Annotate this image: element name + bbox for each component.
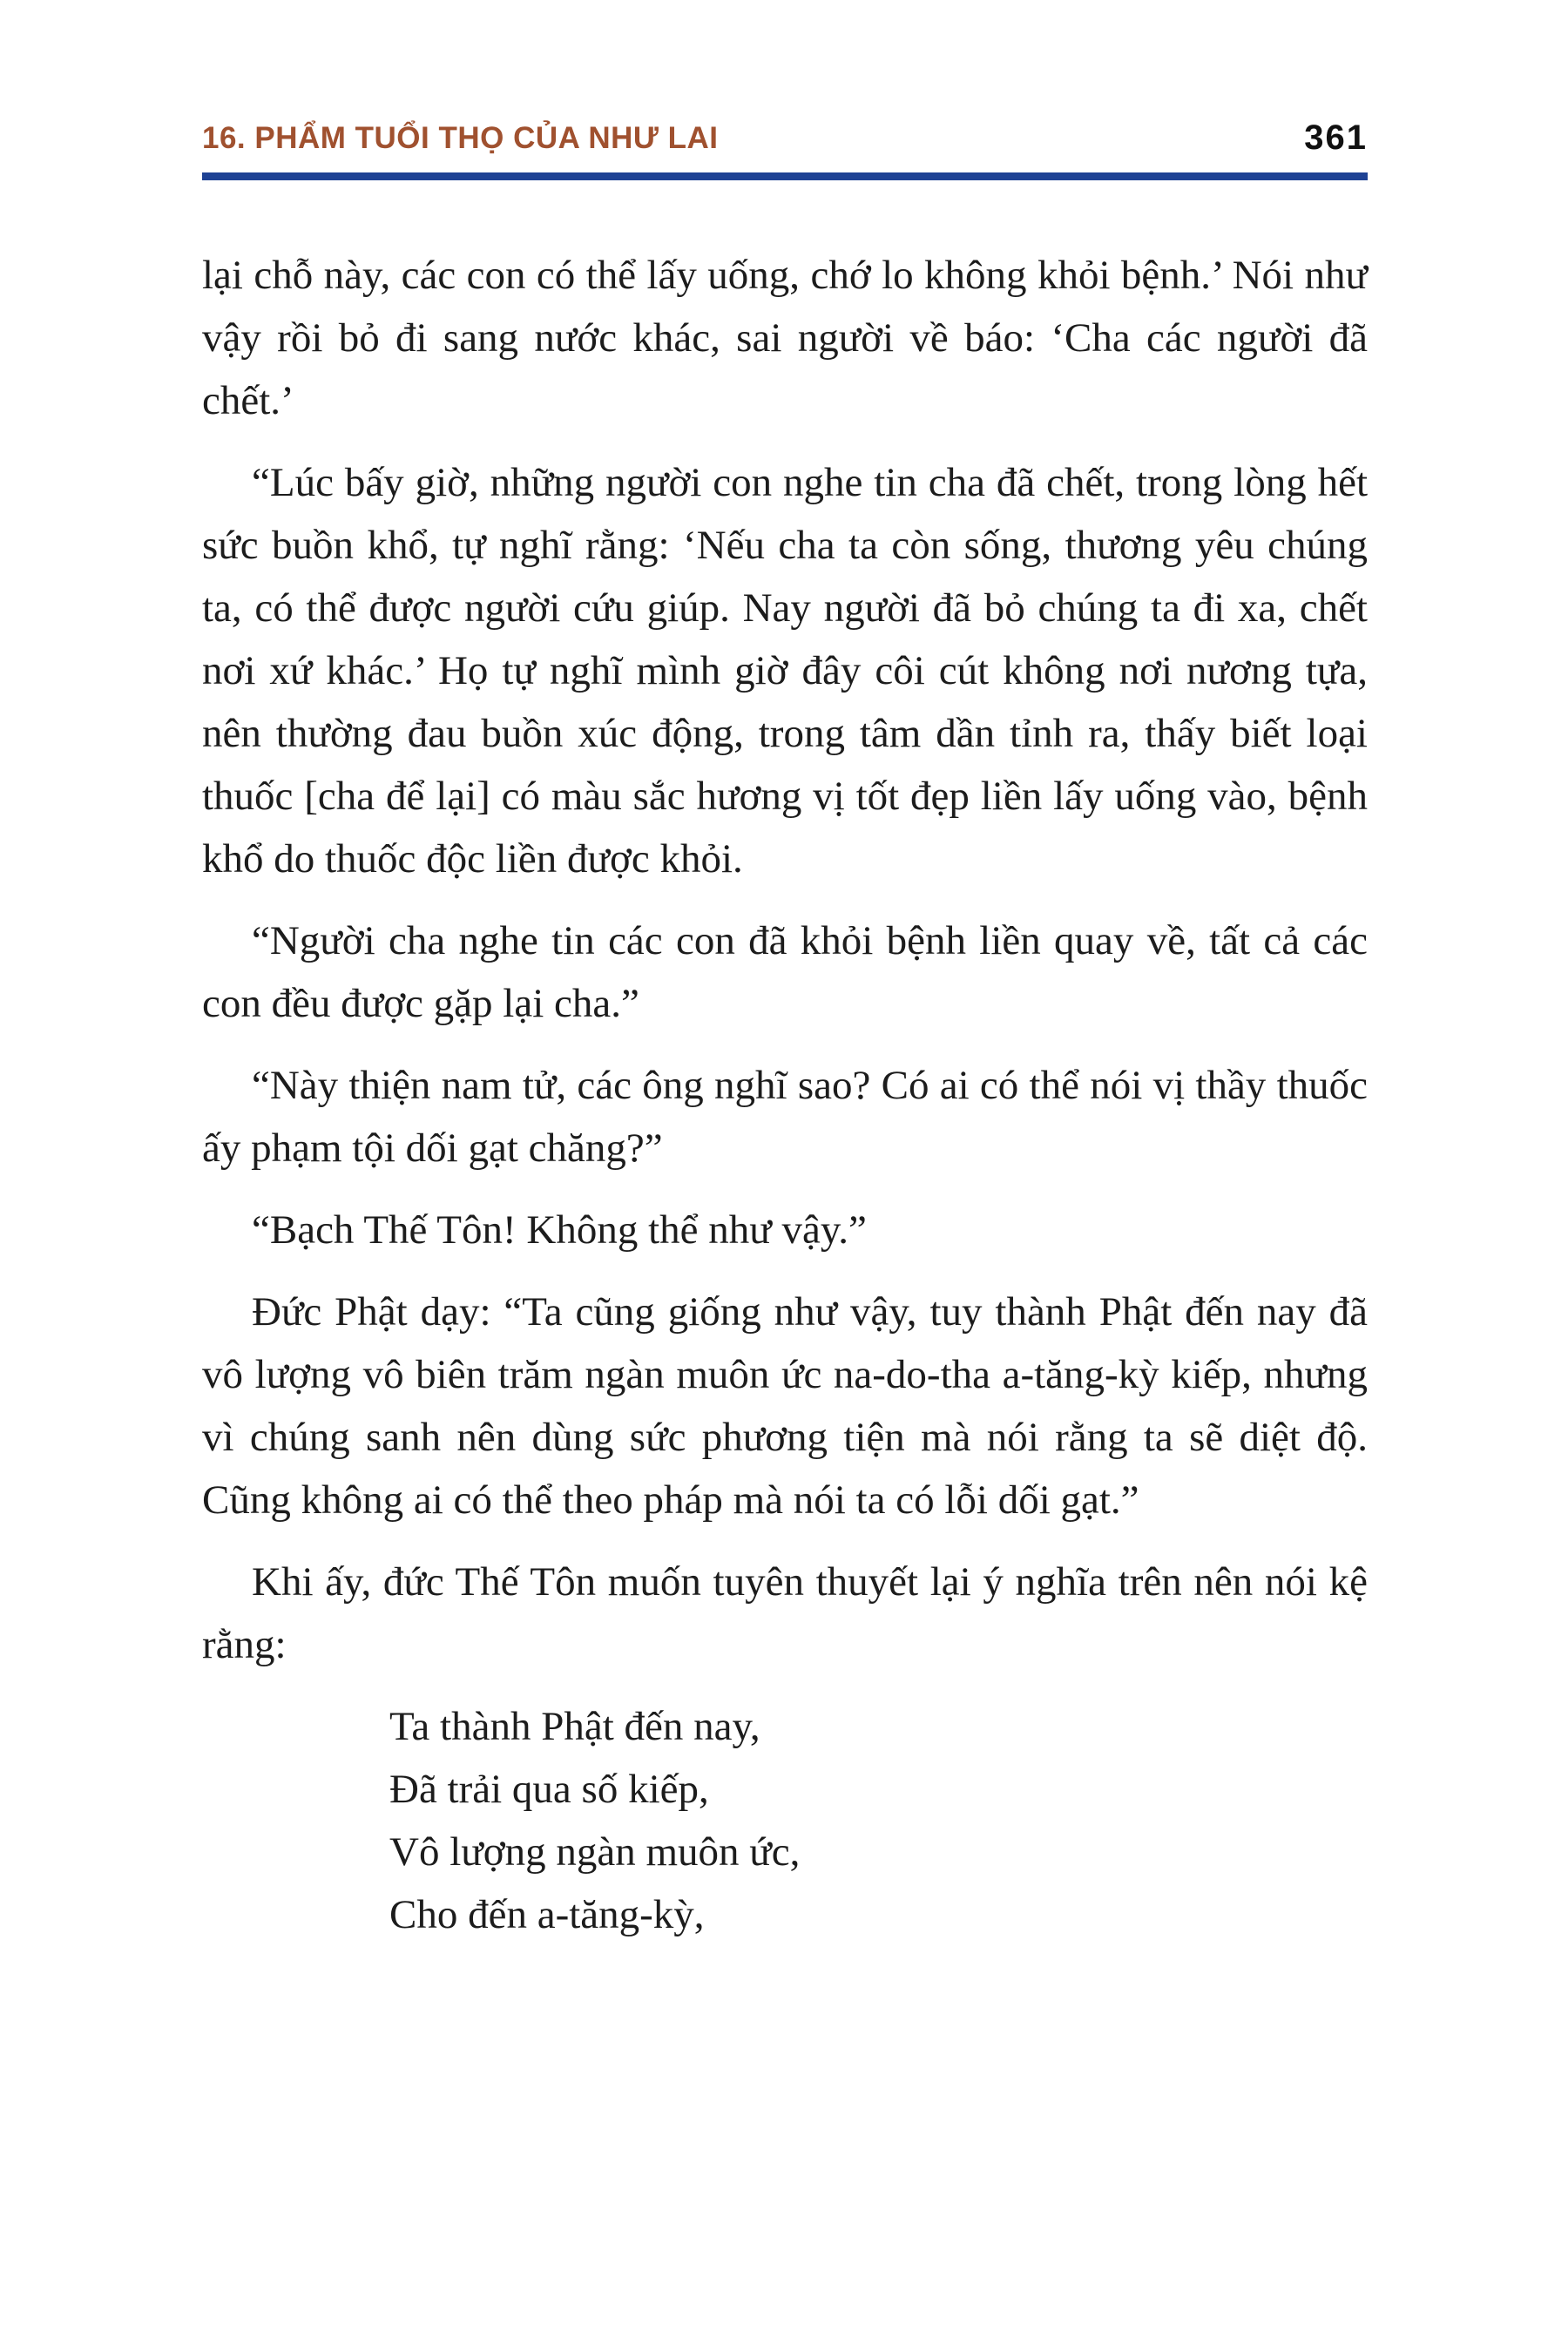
chapter-title: 16. PHẨM TUỔI THỌ CỦA NHƯ LAI	[202, 120, 719, 155]
page-header	[202, 120, 1368, 155]
paragraph: Đức Phật dạy: “Ta cũng giống như vậy, tuy thành Phật đến nay đã vô lượng vô biên trăm ngàn muôn ức na-do-tha a-tăng-kỳ kiếp, nhưng vì chúng sanh nên dùng sức phương tiện mà nói rằng ta sẽ diệt độ. Cũng không ai có thể theo pháp mà nói ta có lỗi dối gạt.”	[202, 1289, 1368, 1523]
verse-block	[202, 1695, 1368, 1946]
verse-line: Đã trải qua số kiếp,	[389, 1767, 709, 1812]
paragraph: “Lúc bấy giờ, những người con nghe tin cha đã chết, trong lòng hết sức buồn khổ, tự nghĩ rằng: ‘Nếu cha ta còn sống, thương yêu chúng ta, có thể được người cứu giúp. Nay người đã bỏ chúng ta đi xa, chết nơi xứ khác.’ Họ tự nghĩ mình giờ đây côi cút không nơi nương tựa, nên thường đau buồn xúc động, trong tâm dần tỉnh ra, thấy biết loại thuốc [cha để lại] có màu sắc hương vị tốt đẹp liền lấy uống vào, bệnh khổ do thuốc độc liền được khỏi.	[202, 460, 1368, 882]
paragraph: “Người cha nghe tin các con đã khỏi bệnh liền quay về, tất cả các con đều được gặp lại cha.”	[202, 918, 1368, 1026]
paragraph: “Này thiện nam tử, các ông nghĩ sao? Có ai có thể nói vị thầy thuốc ấy phạm tội dối gạt chăng?”	[202, 1063, 1368, 1171]
paragraph: Khi ấy, đức Thế Tôn muốn tuyên thuyết lại ý nghĩa trên nên nói kệ rằng:	[202, 1559, 1368, 1667]
paragraph: “Bạch Thế Tôn! Không thể như vậy.”	[252, 1207, 867, 1253]
body-text-block	[202, 244, 1368, 1946]
page-number: 361	[1304, 118, 1368, 157]
verse-line: Cho đến a-tăng-kỳ,	[389, 1892, 705, 1937]
verse-line: Ta thành Phật đến nay,	[389, 1704, 760, 1749]
header-rule-divider	[202, 172, 1368, 180]
verse-line: Vô lượng ngàn muôn ức,	[389, 1829, 801, 1875]
paragraph: lại chỗ này, các con có thể lấy uống, chớ lo không khỏi bệnh.’ Nói như vậy rồi bỏ đi sang nước khác, sai người về báo: ‘Cha các người đã chết.’	[202, 253, 1368, 423]
